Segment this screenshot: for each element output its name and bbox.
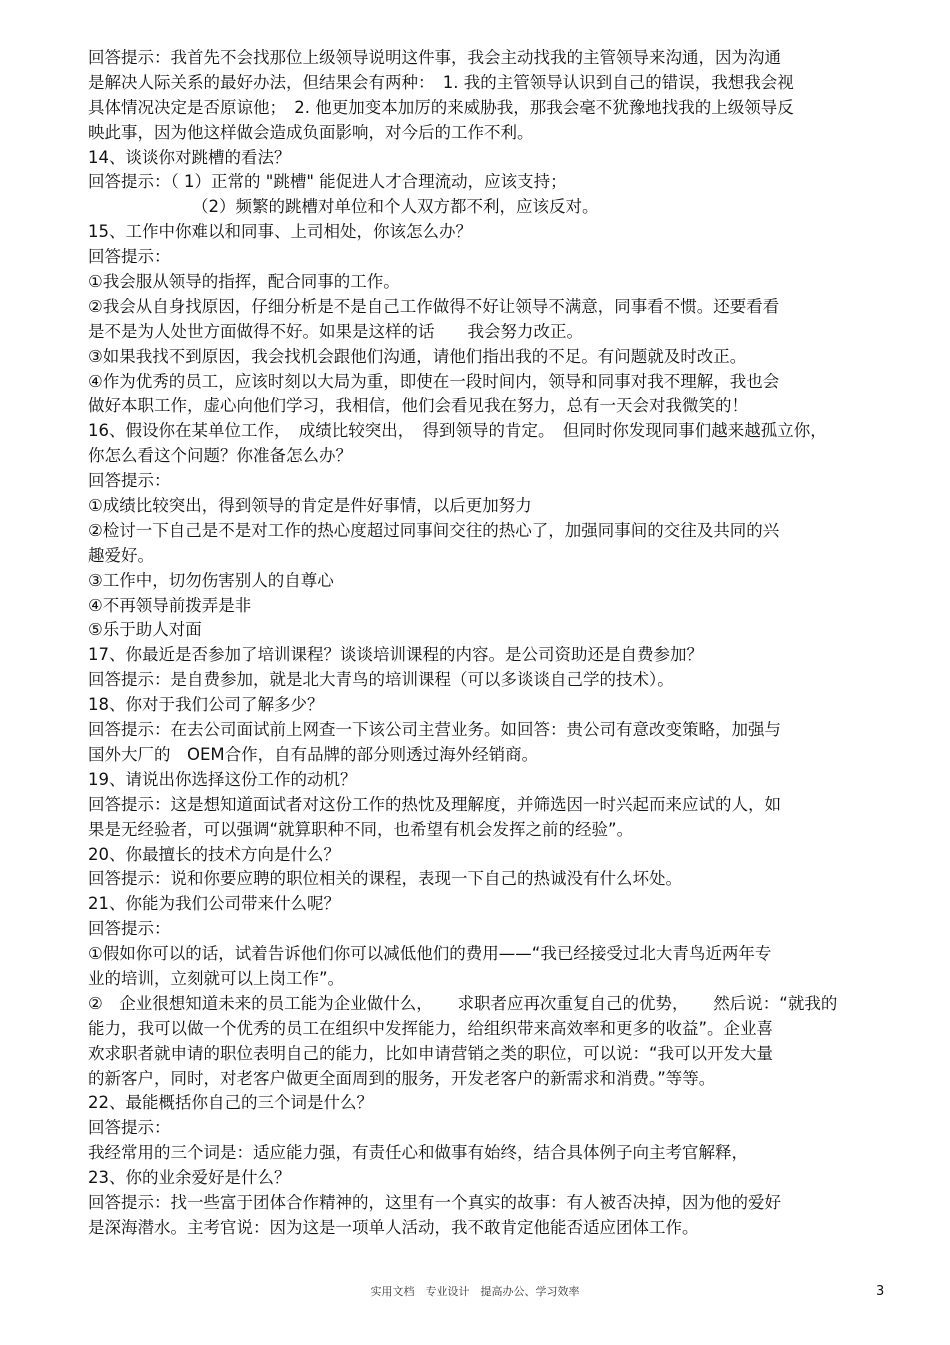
- question-heading: 22、最能概括你自己的三个词是什么？: [88, 1093, 373, 1113]
- question-heading: 23、你的业余爱好是什么？: [88, 1168, 291, 1188]
- text-line: 你怎么看这个问题？你准备怎么办？: [88, 446, 352, 466]
- question-heading: 17、你最近是否参加了培训课程？谈谈培训课程的内容。是公司资助还是自费参加？: [88, 645, 703, 665]
- text-line: 回答提示：说和你要应聘的职位相关的课程，表现一下自己的热诚没有什么坏处。: [88, 869, 682, 889]
- text-line: 回答提示：找一些富于团体合作精神的，这里有一个真实的故事：有人被否决掉，因为他的爱好: [88, 1192, 781, 1212]
- answer-label: 回答提示：: [88, 1118, 171, 1138]
- text-line: 的新客户，同时，对老客户做更全面周到的服务，开发老客户的新需求和消费。”等等。: [88, 1068, 716, 1088]
- text-line: ② 企业很想知道未来的员工能为企业做什么， 求职者应再次重复自己的优势， 然后说：“就我的: [88, 993, 838, 1013]
- text-line: 我经常用的三个词是：适应能力强，有责任心和做事有始终，结合具体例子向主考官解释，: [88, 1143, 748, 1163]
- text-line: 能力，我可以做一个优秀的员工在组织中发挥能力，给组织带来高效率和更多的收益”。企业喜: [88, 1018, 774, 1038]
- text-line: ④不再领导前拨弄是非: [88, 595, 252, 615]
- question-heading: 20、你最擅长的技术方向是什么？: [88, 844, 340, 864]
- text-line: 果是无经验者，可以强调“就算职种不同，也希望有机会发挥之前的经验”。: [88, 819, 634, 839]
- question-heading: 16、假设你在某单位工作， 成绩比较突出， 得到领导的肯定。 但同时你发现同事们越来越孤立你，: [88, 421, 827, 441]
- text-line: 欢求职者就申请的职位表明自己的能力，比如申请营销之类的职位，可以说：“我可以开发大量: [88, 1043, 774, 1063]
- question-heading: 18、你对于我们公司了解多少？: [88, 695, 324, 715]
- text-line: ⑤乐于助人对面: [88, 620, 202, 640]
- page-number: 3: [876, 1284, 885, 1299]
- text-line: ②检讨一下自己是不是对工作的热心度超过同事间交往的热心了，加强同事间的交往及共同的兴: [88, 520, 780, 540]
- text-line: 映此事，因为他这样做会造成负面影响，对今后的工作不利。: [88, 122, 534, 142]
- question-heading: 21、你能为我们公司带来什么呢？: [88, 894, 340, 914]
- text-line: 具体情况决定是否原谅他； 2. 他更加变本加厉的来威胁我，那我会毫不犹豫地找我的上级领导反: [88, 97, 794, 117]
- text-line: ①成绩比较突出，得到领导的肯定是件好事情，以后更加努力: [88, 496, 532, 516]
- text-line: 国外大厂的 OEM合作，自有品牌的部分则透过海外经销商。: [88, 744, 539, 764]
- question-heading: 15、工作中你难以和同事、上司相处，你该怎么办？: [88, 222, 472, 242]
- text-line: ②我会从自身找原因，仔细分析是不是自己工作做得不好让领导不满意，同事看不惯。还要看看: [88, 296, 780, 316]
- footer-text: 实用文档 专业设计 提高办公、学习效率: [370, 1285, 580, 1298]
- text-line: 是解决人际关系的最好办法，但结果会有两种： 1. 我的主管领导认识到自己的错误，我想我会视: [88, 72, 794, 92]
- text-line: 是深海潜水。主考官说：因为这是一项单人活动，我不敢肯定他能否适应团体工作。: [88, 1217, 699, 1237]
- text-line: 回答提示：（ 1）正常的 "跳槽" 能促进人才合理流动，应该支持；: [88, 172, 567, 192]
- text-line: ①我会服从领导的指挥，配合同事的工作。: [88, 272, 400, 292]
- question-heading: 19、请说出你选择这份工作的动机？: [88, 769, 357, 789]
- document-body: [88, 46, 898, 1241]
- answer-label: 回答提示：: [88, 247, 171, 267]
- text-line: 业的培训，立刻就可以上岗工作”。: [88, 968, 345, 988]
- text-line: 做好本职工作，虚心向他们学习，我相信，他们会看见我在努力，总有一天会对我微笑的！: [88, 396, 748, 416]
- text-line: 回答提示：这是想知道面试者对这份工作的热忱及理解度，并筛选因一时兴起而来应试的人，如: [88, 794, 781, 814]
- answer-label: 回答提示：: [88, 471, 171, 491]
- text-line: 回答提示：在去公司面试前上网查一下该公司主营业务。如回答：贵公司有意改变策略，加强与: [88, 720, 781, 740]
- text-line: 回答提示：我首先不会找那位上级领导说明这件事，我会主动找我的主管领导来沟通，因为沟通: [88, 48, 781, 67]
- question-heading: 14、谈谈你对跳槽的看法？: [88, 147, 291, 167]
- text-line: ③工作中，切勿伤害别人的自尊心: [88, 570, 334, 590]
- text-line: ③如果我找不到原因，我会找机会跟他们沟通，请他们指出我的不足。有问题就及时改正。: [88, 346, 747, 366]
- text-line: 趣爱好。: [88, 545, 154, 565]
- page-footer: [0, 1282, 950, 1302]
- text-line: ①假如你可以的话，试着告诉他们你可以减低他们的费用——“我已经接受过北大青鸟近两年专: [88, 944, 772, 964]
- text-line: ④作为优秀的员工，应该时刻以大局为重，即使在一段时间内，领导和同事对我不理解，我也会: [88, 371, 780, 391]
- text-line: 回答提示：是自费参加，就是北大青鸟的培训课程（可以多谈谈自己学的技术）。: [88, 670, 674, 690]
- answer-label: 回答提示：: [88, 919, 171, 939]
- text-line: （2）频繁的跳槽对单位和个人双方都不利，应该反对。: [192, 197, 599, 217]
- text-line: 是不是为人处世方面做得不好。如果是这样的话 我会努力改正。: [88, 321, 583, 341]
